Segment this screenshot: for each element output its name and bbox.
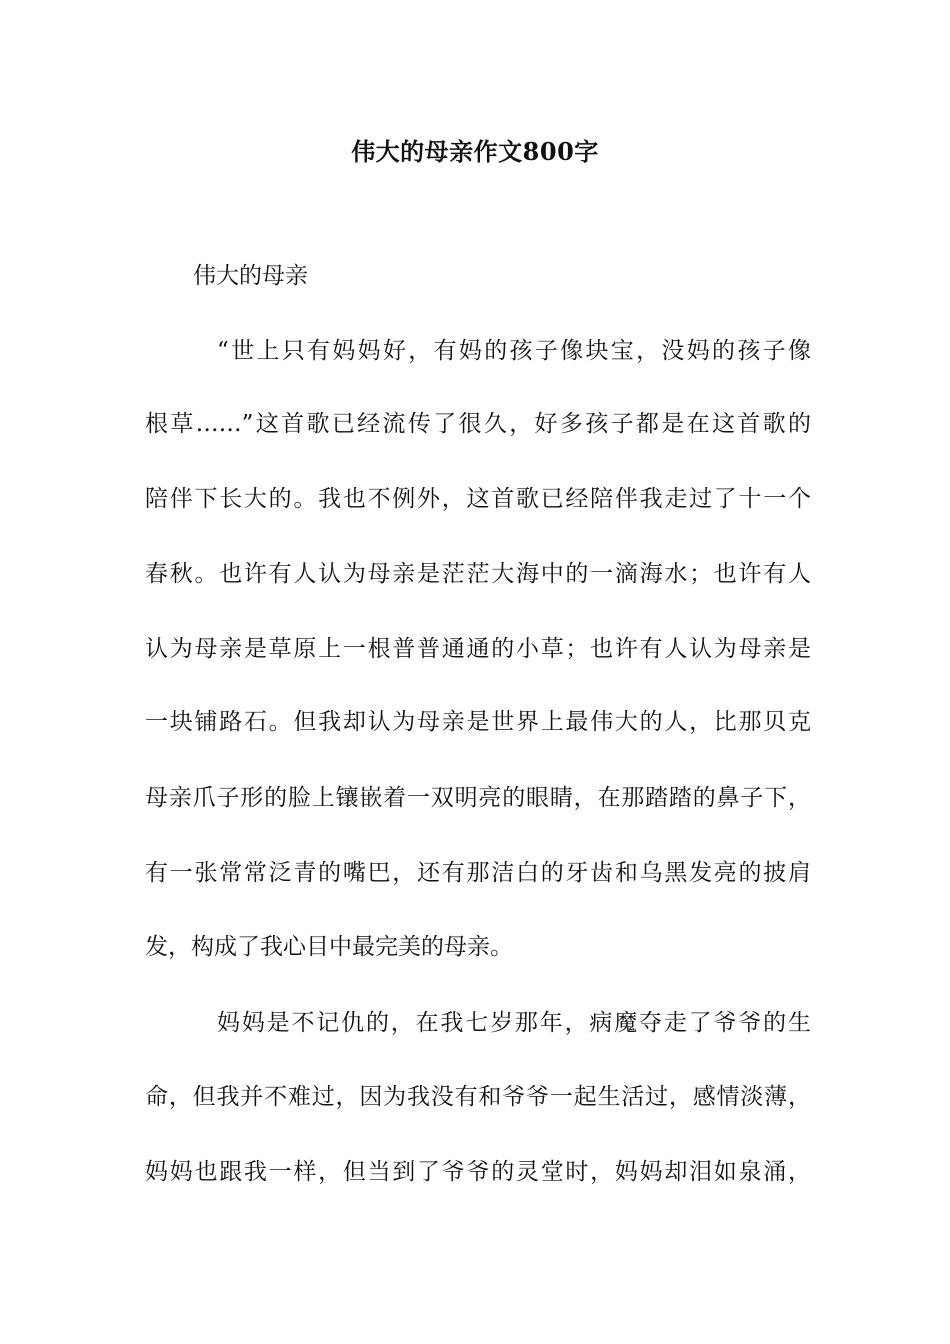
paragraph-line: “世上只有妈妈好，有妈的孩子像块宝，没妈的孩子像 — [217, 338, 811, 364]
paragraph-line: 命，但我并不难过，因为我没有和爷爷一起生活过，感情淡薄， — [145, 1084, 811, 1110]
paragraph-line: 妈妈是不记仇的，在我七岁那年，病魔夺走了爷爷的生 — [217, 1010, 811, 1036]
paragraph-line: 发，构成了我心目中最完美的母亲。 — [145, 934, 513, 960]
paragraph-line: 妈妈也跟我一样，但当到了爷爷的灵堂时，妈妈却泪如泉涌， — [145, 1159, 811, 1185]
document-title: 伟大的母亲作文800字 — [351, 137, 599, 166]
paragraph-line: 根草……”这首歌已经流传了很久，好多孩子都是在这首歌的 — [145, 411, 811, 437]
paragraph-line: 一块铺路石。但我却认为母亲是世界上最伟大的人，比那贝克 — [145, 709, 811, 735]
paragraph-line: 有一张常常泛青的嘴巴，还有那洁白的牙齿和乌黑发亮的披肩 — [145, 860, 811, 886]
paragraph-line: 认为母亲是草原上一根普普通通的小草；也许有人认为母亲是 — [145, 636, 811, 662]
paragraph-line: 母亲爪子形的脸上镶嵌着一双明亮的眼睛，在那踏踏的鼻子下， — [145, 785, 811, 811]
paragraph-line: 陪伴下长大的。我也不例外，这首歌已经陪伴我走过了十一个 — [145, 486, 811, 512]
paragraph-line: 春秋。也许有人认为母亲是茫茫大海中的一滴海水；也许有人 — [145, 561, 811, 587]
essay-subtitle: 伟大的母亲 — [193, 263, 308, 289]
